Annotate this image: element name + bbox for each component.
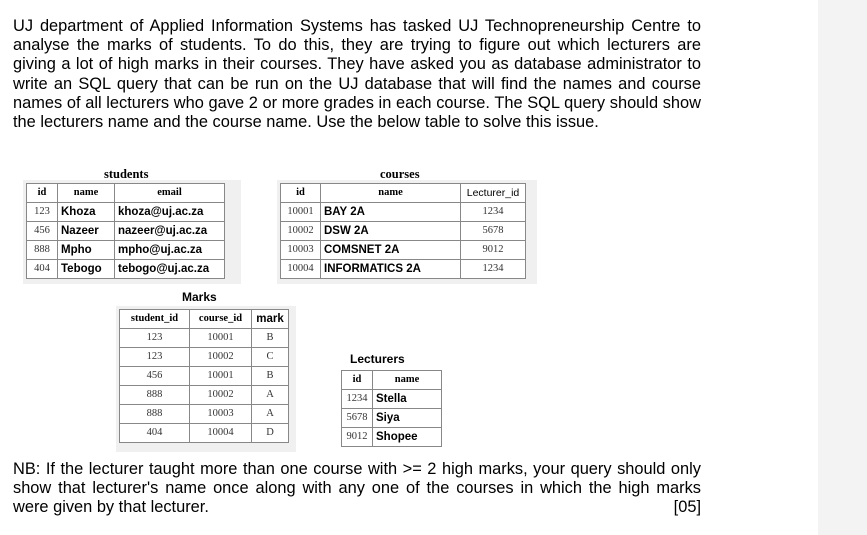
students-col-name: name	[58, 184, 115, 203]
table-row	[120, 424, 289, 443]
marks-course-id: 10001	[190, 367, 252, 386]
courses-name: BAY 2A	[321, 203, 461, 222]
courses-col-lecturer-id: Lecturer_id	[461, 184, 526, 203]
marks-student-id: 123	[120, 348, 190, 367]
marks-course-id: 10002	[190, 348, 252, 367]
courses-id: 10004	[281, 260, 321, 279]
marks-student-id: 404	[120, 424, 190, 443]
lecturers-id: 1234	[342, 390, 373, 409]
lecturers-table	[341, 370, 442, 447]
students-email: nazeer@uj.ac.za	[115, 222, 225, 241]
courses-lecturer-id: 9012	[461, 241, 526, 260]
courses-id: 10003	[281, 241, 321, 260]
marks-mark: A	[252, 405, 289, 424]
marks-value: [05]	[673, 498, 701, 517]
table-row	[27, 241, 225, 260]
students-id: 404	[27, 260, 58, 279]
students-name: Mpho	[58, 241, 115, 260]
courses-col-id: id	[281, 184, 321, 203]
courses-lecturer-id: 1234	[461, 203, 526, 222]
students-col-email: email	[115, 184, 225, 203]
marks-student-id: 888	[120, 386, 190, 405]
marks-caption: Marks	[182, 290, 217, 304]
right-margin-panel	[818, 0, 867, 535]
marks-col-course-id: course_id	[190, 310, 252, 329]
marks-student-id: 123	[120, 329, 190, 348]
courses-name: INFORMATICS 2A	[321, 260, 461, 279]
students-header-row	[27, 184, 225, 203]
lecturers-id: 9012	[342, 428, 373, 447]
students-id: 888	[27, 241, 58, 260]
marks-col-student-id: student_id	[120, 310, 190, 329]
courses-col-name: name	[321, 184, 461, 203]
table-row	[120, 329, 289, 348]
courses-header-row	[281, 184, 526, 203]
note-block	[13, 460, 701, 518]
table-row	[120, 386, 289, 405]
lecturers-name: Stella	[373, 390, 442, 409]
marks-mark: D	[252, 424, 289, 443]
courses-caption: courses	[380, 167, 420, 181]
table-row	[281, 241, 526, 260]
marks-course-id: 10004	[190, 424, 252, 443]
students-email: mpho@uj.ac.za	[115, 241, 225, 260]
courses-lecturer-id: 5678	[461, 222, 526, 241]
marks-mark: B	[252, 367, 289, 386]
marks-course-id: 10002	[190, 386, 252, 405]
students-name: Tebogo	[58, 260, 115, 279]
courses-id: 10002	[281, 222, 321, 241]
table-row	[342, 409, 442, 428]
table-row	[281, 260, 526, 279]
marks-mark: C	[252, 348, 289, 367]
table-row	[342, 390, 442, 409]
lecturers-col-name: name	[373, 371, 442, 390]
courses-name: DSW 2A	[321, 222, 461, 241]
marks-student-id: 888	[120, 405, 190, 424]
students-table	[26, 183, 225, 279]
table-row	[281, 222, 526, 241]
table-row	[120, 405, 289, 424]
table-row	[120, 348, 289, 367]
table-row	[27, 222, 225, 241]
students-id: 456	[27, 222, 58, 241]
marks-table	[119, 309, 289, 443]
marks-student-id: 456	[120, 367, 190, 386]
marks-col-mark: mark	[252, 310, 289, 329]
courses-name: COMSNET 2A	[321, 241, 461, 260]
students-caption: students	[104, 167, 149, 181]
marks-mark: B	[252, 329, 289, 348]
students-email: khoza@uj.ac.za	[115, 203, 225, 222]
marks-mark: A	[252, 386, 289, 405]
courses-table	[280, 183, 526, 279]
table-row	[120, 367, 289, 386]
lecturers-name: Shopee	[373, 428, 442, 447]
students-id: 123	[27, 203, 58, 222]
lecturers-id: 5678	[342, 409, 373, 428]
table-row	[342, 428, 442, 447]
courses-lecturer-id: 1234	[461, 260, 526, 279]
students-name: Nazeer	[58, 222, 115, 241]
marks-course-id: 10003	[190, 405, 252, 424]
students-email: tebogo@uj.ac.za	[115, 260, 225, 279]
lecturers-header-row	[342, 371, 442, 390]
table-row	[27, 260, 225, 279]
lecturers-col-id: id	[342, 371, 373, 390]
marks-course-id: 10001	[190, 329, 252, 348]
note-text: NB: If the lecturer taught more than one course with >= 2 high marks, your query should only show that lecturer's name once along with any one of the courses in which the high marks were given by that lecturer.	[13, 460, 701, 517]
lecturers-name: Siya	[373, 409, 442, 428]
students-col-id: id	[27, 184, 58, 203]
table-row	[27, 203, 225, 222]
students-name: Khoza	[58, 203, 115, 222]
marks-header-row	[120, 310, 289, 329]
lecturers-caption: Lecturers	[350, 352, 405, 366]
question-paragraph: UJ department of Applied Information Systems has tasked UJ Technopreneurship Centre to analyse the marks of students. To do this, they are trying to figure out which lecturers are giving a lot of high marks in their courses. They have asked you as database administrator to write an SQL query that can be run on the UJ database that will find the names and course names of all lecturers who gave 2 or more grades in each course. The SQL query should show the lecturers name and the course name. Use the below table to solve this issue.	[13, 17, 701, 132]
courses-id: 10001	[281, 203, 321, 222]
table-row	[281, 203, 526, 222]
